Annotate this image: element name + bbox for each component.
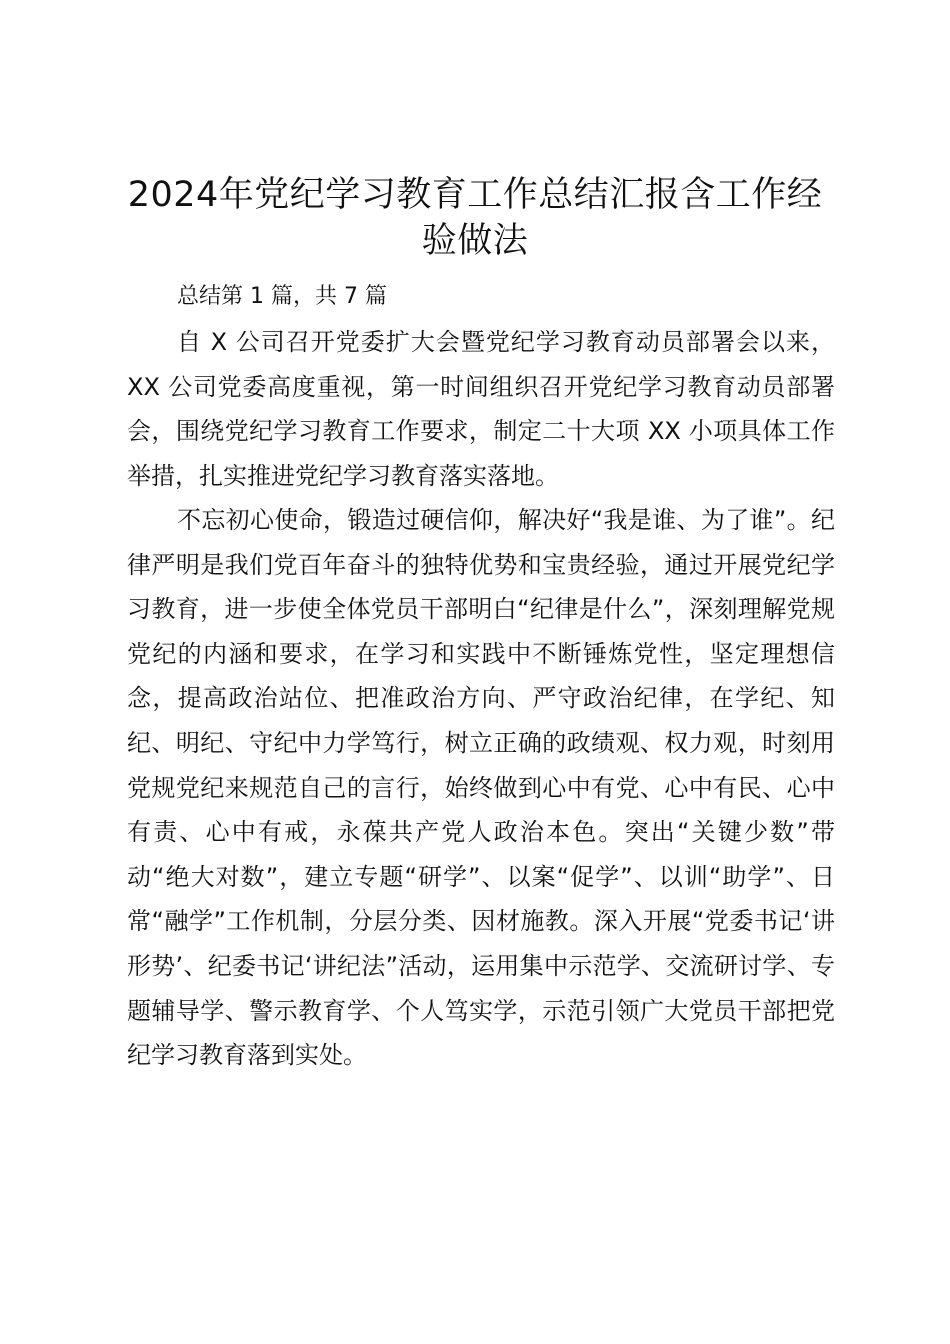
body-paragraph-2: 不忘初心使命，锻造过硬信仰，解决好“我是谁、为了谁”。纪律严明是我们党百年奋斗的独特优势和宝贵经验，通过开展党纪学习教育，进一步使全体党员干部明白“纪律是什么”，深刻理解党规党纪的内涵和要求，在学习和实践中不断锤炼党性，坚定理想信念，提高政治站位、把准政治方向、严守政治纪律，在学纪、知纪、明纪、守纪中力学笃行，树立正确的政绩观、权力观，时刻用党规党纪来规范自己的言行，始终做到心中有党、心中有民、心中有责、心中有戒，永葆共产党人政治本色。突出“关键少数”带动“绝大对数”，建立专题“研学”、以案“促学”、以训“助学”、日常“融学”工作机制，分层分类、因材施教。深入开展“党委书记‘讲形势’、纪委书记‘讲纪法”活动，运用集中示范学、交流研讨学、专题辅导学、警示教育学、个人笃实学，示范引领广大党员干部把党纪学习教育落到实处。	[127, 506, 835, 1070]
body-paragraph-1: 自 X 公司召开党委扩大会暨党纪学习教育动员部署会以来，XX 公司党委高度重视，第一时间组织召开党纪学习教育动员部署会，围绕党纪学习教育工作要求，制定二十大项 XX 小项具体工作举措，扎实推进党纪学习教育落实落地。	[127, 328, 835, 490]
document-subtitle: 总结第 1 篇，共 7 篇	[177, 284, 387, 309]
document-title: 2024年党纪学习教育工作总结汇报含工作经验做法	[127, 175, 823, 261]
